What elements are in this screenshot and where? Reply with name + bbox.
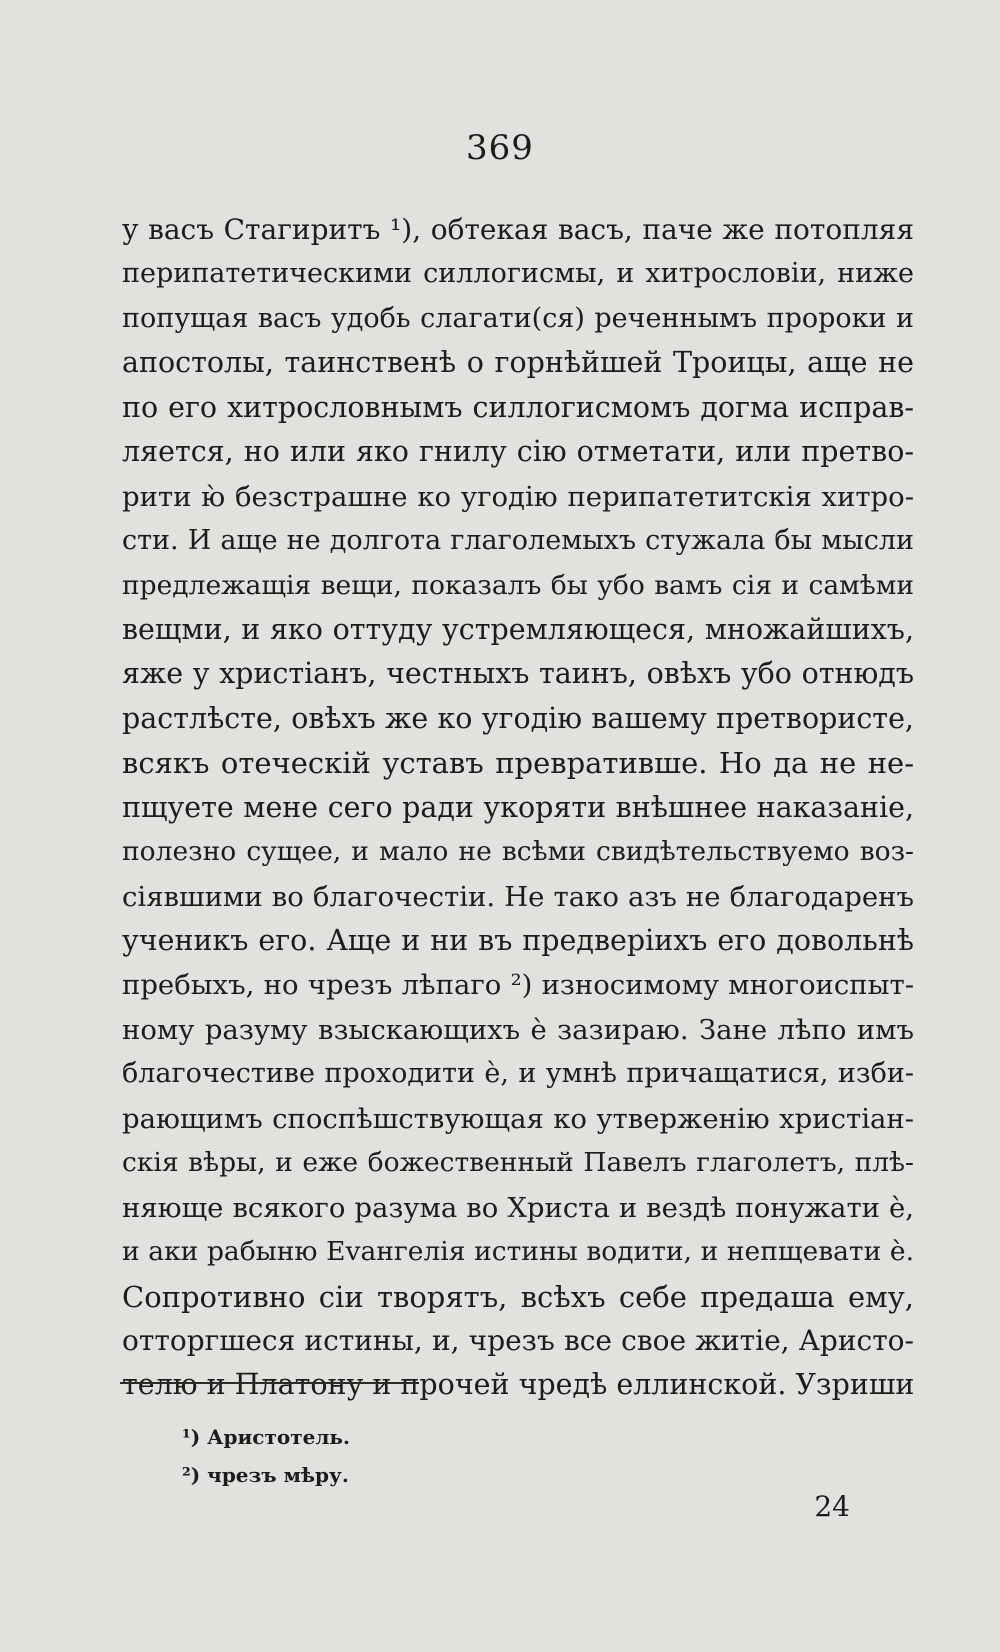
text-line: ному разуму взыскающихъ è зазираю. Зане лѣпо имъ (122, 1013, 914, 1046)
text-line: апостолы, таинственѣ о горнѣйшей Троицы, аще не (122, 346, 914, 380)
text-line: отторгшеся истины, и, чрезъ все свое житіе, Аристо- (122, 1323, 914, 1357)
text-line: скія вѣры, и еже божественный Павелъ глаголетъ, плѣ- (122, 1147, 914, 1179)
text-line: предлежащія вещи, показалъ бы убо вамъ сія и самѣми (122, 569, 914, 601)
text-line: благочестиве проходити è, и умнѣ причащатися, изби- (122, 1058, 914, 1090)
page-number: 369 (466, 128, 534, 168)
footnotes (182, 1418, 682, 1494)
text-line: растлѣсте, овѣхъ же ко угодію вашему претвористе, (122, 701, 914, 735)
text-line: пщуете мене сего ради укоряти внѣшнее наказаніе, (122, 790, 914, 824)
text-line: яже у христіанъ, честныхъ таинъ, овѣхъ убо отнюдъ (122, 657, 914, 691)
text-line: пребыхъ, но чрезъ лѣпаго ²) износимому многоиспыт- (122, 969, 914, 1002)
text-line: ляется, но или яко гнилу сію отметати, или претво- (122, 435, 914, 469)
text-line: Сопротивно сіи творятъ, всѣхъ себе предаша ему, (122, 1279, 914, 1314)
text-line: телю и Платону и прочей чредѣ еллинской. Узриши (122, 1368, 914, 1402)
footnote: ²) чрезъ мѣру. (182, 1463, 349, 1487)
body-text (122, 208, 914, 1408)
text-line: всякъ отеческій уставъ превративше. Но да не не- (122, 746, 914, 781)
text-line: полезно сущее, и мало не всѣми свидѣтельствуемо воз- (122, 836, 914, 868)
text-line: сти. И аще не долгота глаголемыхъ стужала бы мысли (122, 525, 914, 557)
text-line: няюще всякого разума во Христа и вездѣ понужати è, (122, 1191, 914, 1224)
text-line: у васъ Стагиритъ ¹), обтекая васъ, паче же потопляя (122, 213, 914, 246)
text-line: перипатетическими силлогисмы, и хитрословіи, ниже (122, 258, 914, 290)
text-line: рающимъ споспѣшствующая ко утверженію христіан- (122, 1102, 914, 1135)
signature-mark: 24 (814, 1490, 850, 1523)
footnote-separator (120, 1382, 419, 1384)
text-line: сіявшими во благочестіи. Не тако азъ не благодаренъ (122, 880, 914, 913)
text-line: ученикъ его. Аще и ни въ предверіихъ его довольнѣ (122, 924, 914, 957)
text-line: рити ю̀ безстрашне ко угодію перипатетитскія хитро- (122, 480, 914, 513)
text-line: вещми, и яко оттуду устремляющеся, множайшихъ, (122, 612, 914, 646)
footnote: ¹) Аристотель. (182, 1425, 350, 1449)
text-line: попущая васъ удобь слагати(ся) реченнымъ пророки и (122, 302, 914, 334)
text-line: и аки рабыню Еvангелія истины водити, и непщевати è. (122, 1236, 914, 1268)
text-line: по его хитрословнымъ силлогисмомъ догма исправ- (122, 390, 914, 424)
